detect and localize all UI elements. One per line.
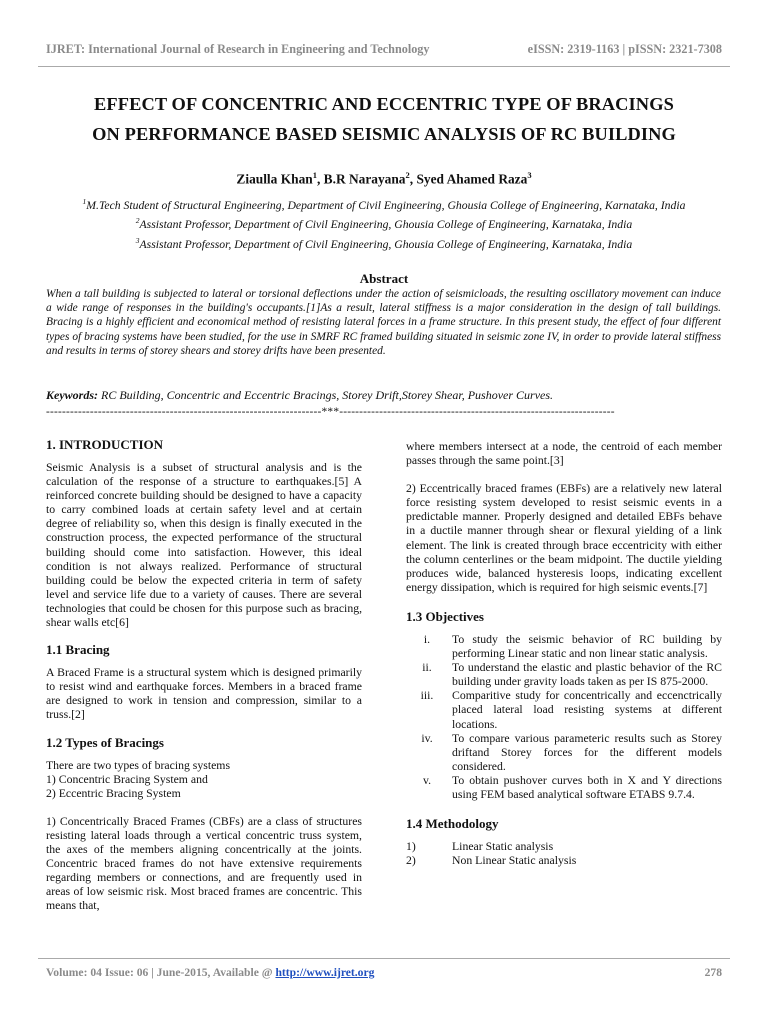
list-item [406, 633, 722, 661]
list-item-number: ii. [422, 661, 432, 675]
affiliation-text: Assistant Professor, Department of Civil Engineering, Ghousia College of Engineering, Karnataka, India [139, 218, 633, 232]
cbf-paragraph: 1) Concentrically Braced Frames (CBFs) are a class of structures resisting lateral loads through a vertical concentric truss system, the axes of the members aligning concentrically at the joints. Concentric braced frames do not have extensive requirements regarding members or connections, and are frequently used in areas of low seismic risk. Most braced frames are concentric. This means that, [46, 814, 362, 913]
header-rule [38, 66, 730, 67]
running-footer [46, 966, 722, 979]
list-item-text: To study the seismic behavior of RC building by performing Linear static and non linear static analysis. [452, 632, 722, 661]
author-sup: 3 [527, 170, 532, 180]
list-item [406, 840, 722, 854]
left-column [46, 437, 362, 913]
list-item-text: To compare various parameteric results such as Storey driftand Storey forces for the different models considered. [452, 731, 722, 773]
affiliation-block [60, 194, 708, 252]
list-item [406, 689, 722, 731]
affiliation-sup: 3 [135, 235, 140, 245]
cbf-paragraph-continued: where members intersect at a node, the centroid of each member passes through the same point.[3] [406, 440, 722, 468]
author-sup: 1 [312, 170, 317, 180]
list-item-text: To understand the elastic and plastic behavior of the RC building under gravity loads taken as per IS 875-2000. [452, 661, 722, 689]
affiliation-sup: 2 [135, 216, 140, 226]
section-heading-methodology: 1.4 Methodology [406, 816, 499, 832]
page-number: 278 [704, 966, 722, 979]
types-item-eccentric: 2) Eccentric Bracing System [46, 786, 181, 800]
author-list [0, 170, 768, 187]
author-separator: , [316, 171, 324, 187]
volume-text: Volume: 04 Issue: 06 | June-2015, Available @ [46, 966, 276, 979]
affiliation [60, 213, 708, 232]
author-sup: 2 [405, 170, 410, 180]
keywords-text: RC Building, Concentric and Eccentric Bracings, Storey Drift,Storey Shear, Pushover Curves. [98, 388, 554, 402]
list-item [406, 661, 722, 689]
affiliation [60, 194, 708, 213]
section-separator: ---------------------------------------------------------------------***--------------------------------------------------------------------- [46, 406, 615, 418]
author-name: B.R Narayana [323, 171, 406, 187]
footer-rule [38, 958, 730, 959]
abstract-body: When a tall building is subjected to lateral or torsional deflections under the action of seismicloads, the resulting oscillatory movement can induce a wide range of responses in the building's occupants.[1]As a result, lateral stiffness is a major consideration in the design of tall buildings. Bracing is a highly efficient and economical method of resisting lateral forces in a frame structure. In this present study, the effect of four different types of bracing systems have been studied, for the use in SMRF RC framed building situated in seismic zone IV, in order to provide lateral stiffness and results in terms of storey shears and storey drifts have been presented. [46, 288, 721, 357]
running-header [46, 42, 722, 57]
methodology-list [406, 840, 722, 868]
types-intro: There are two types of bracing systems [46, 758, 231, 772]
list-item-text: Comparitive study for concentrically and eccenctrically placed lateral load resisting systems at different locations. [452, 689, 722, 731]
author-separator: , [409, 171, 417, 187]
volume-info [46, 966, 374, 979]
section-heading-objectives: 1.3 Objectives [406, 608, 484, 624]
list-item-text: Linear Static analysis [452, 840, 554, 854]
objectives-list [406, 633, 722, 802]
keywords [46, 388, 728, 403]
list-item-text: To obtain pushover curves both in X and Y directions using FEM based analytical software ETABS 9.7.4. [452, 773, 722, 801]
list-item [406, 732, 722, 774]
affiliation-sup: 1 [82, 197, 87, 206]
types-item-concentric: 1) Concentric Bracing System and [46, 772, 208, 786]
list-item-number: 2) [406, 854, 416, 868]
list-item-number: i. [423, 632, 431, 646]
author-name: Ziaulla Khan [236, 171, 313, 187]
list-item [406, 774, 722, 802]
title-line-2: ON PERFORMANCE BASED SEISMIC ANALYSIS OF RC BUILDING [92, 124, 676, 144]
list-item [406, 854, 722, 868]
section-heading-types: 1.2 Types of Bracings [46, 734, 164, 750]
keywords-label: Keywords: [46, 388, 98, 402]
journal-name: IJRET: International Journal of Research in Engineering and Technology [46, 42, 430, 56]
introduction-paragraph: Seismic Analysis is a subset of structural analysis and is the calculation of the response of a structure to earthquakes.[5] A reinforced concrete building should be designed to have a capacity to carry combined loads at certain safety level and at certain degree of reliability so, when this design is finally executed in the construction process, the expected performance of the structural building should come into satisfaction. However, this ideal condition is not always realized. Performance of structural building could be below the expected criteria in term of safety level and service life due to a variety of causes. There are several technologies that could be chosen for this purpose such as bracing, shear walls etc[6] [46, 461, 362, 630]
list-item-number: v. [422, 773, 432, 787]
list-item-number: 1) [406, 840, 416, 854]
abstract-heading: Abstract [359, 271, 409, 286]
ebf-paragraph: 2) Eccentrically braced frames (EBFs) are a relatively new lateral force resisting system developed to resist seismic events in a predictable manner. Properly designed and detailed EBFs behave in a ductile manner through shear or flexural yielding of a link element. The link is created through brace eccentricity with either the column centerlines or the beam midpoint. The ductile yielding produces wide, balanced hysteresis loops, indicating excellent energy dissipation, which is required for high seismic events.[7] [406, 482, 722, 594]
issn-info: eISSN: 2319-1163 | pISSN: 2321-7308 [527, 42, 722, 56]
bracing-paragraph: A Braced Frame is a structural system which is designed primarily to resist wind and earthquake forces. Members in a braced frame are designed to work in tension and compression, similar to a truss.[2] [46, 666, 362, 722]
list-item-text: Non Linear Static analysis [452, 854, 577, 868]
section-heading-bracing: 1.1 Bracing [46, 642, 110, 658]
journal-link[interactable]: http://www.ijret.org [275, 966, 375, 979]
author-name: Syed Ahamed Raza [416, 171, 528, 187]
affiliation-text: Assistant Professor, Department of Civil Engineering, Ghousia College of Engineering, Karnataka, India [139, 237, 633, 251]
list-item-number: iv. [421, 731, 433, 745]
right-column [406, 440, 722, 868]
list-item-number: iii. [420, 689, 434, 703]
affiliation-text: M.Tech Student of Structural Engineering, Department of Civil Engineering, Ghousia College of Engineering, Karnataka, India [86, 198, 686, 212]
title-line-1: EFFECT OF CONCENTRIC AND ECCENTRIC TYPE OF BRACINGS [94, 94, 674, 114]
paper-title [30, 89, 738, 149]
affiliation [60, 233, 708, 252]
section-heading-introduction: 1. INTRODUCTION [46, 437, 164, 452]
